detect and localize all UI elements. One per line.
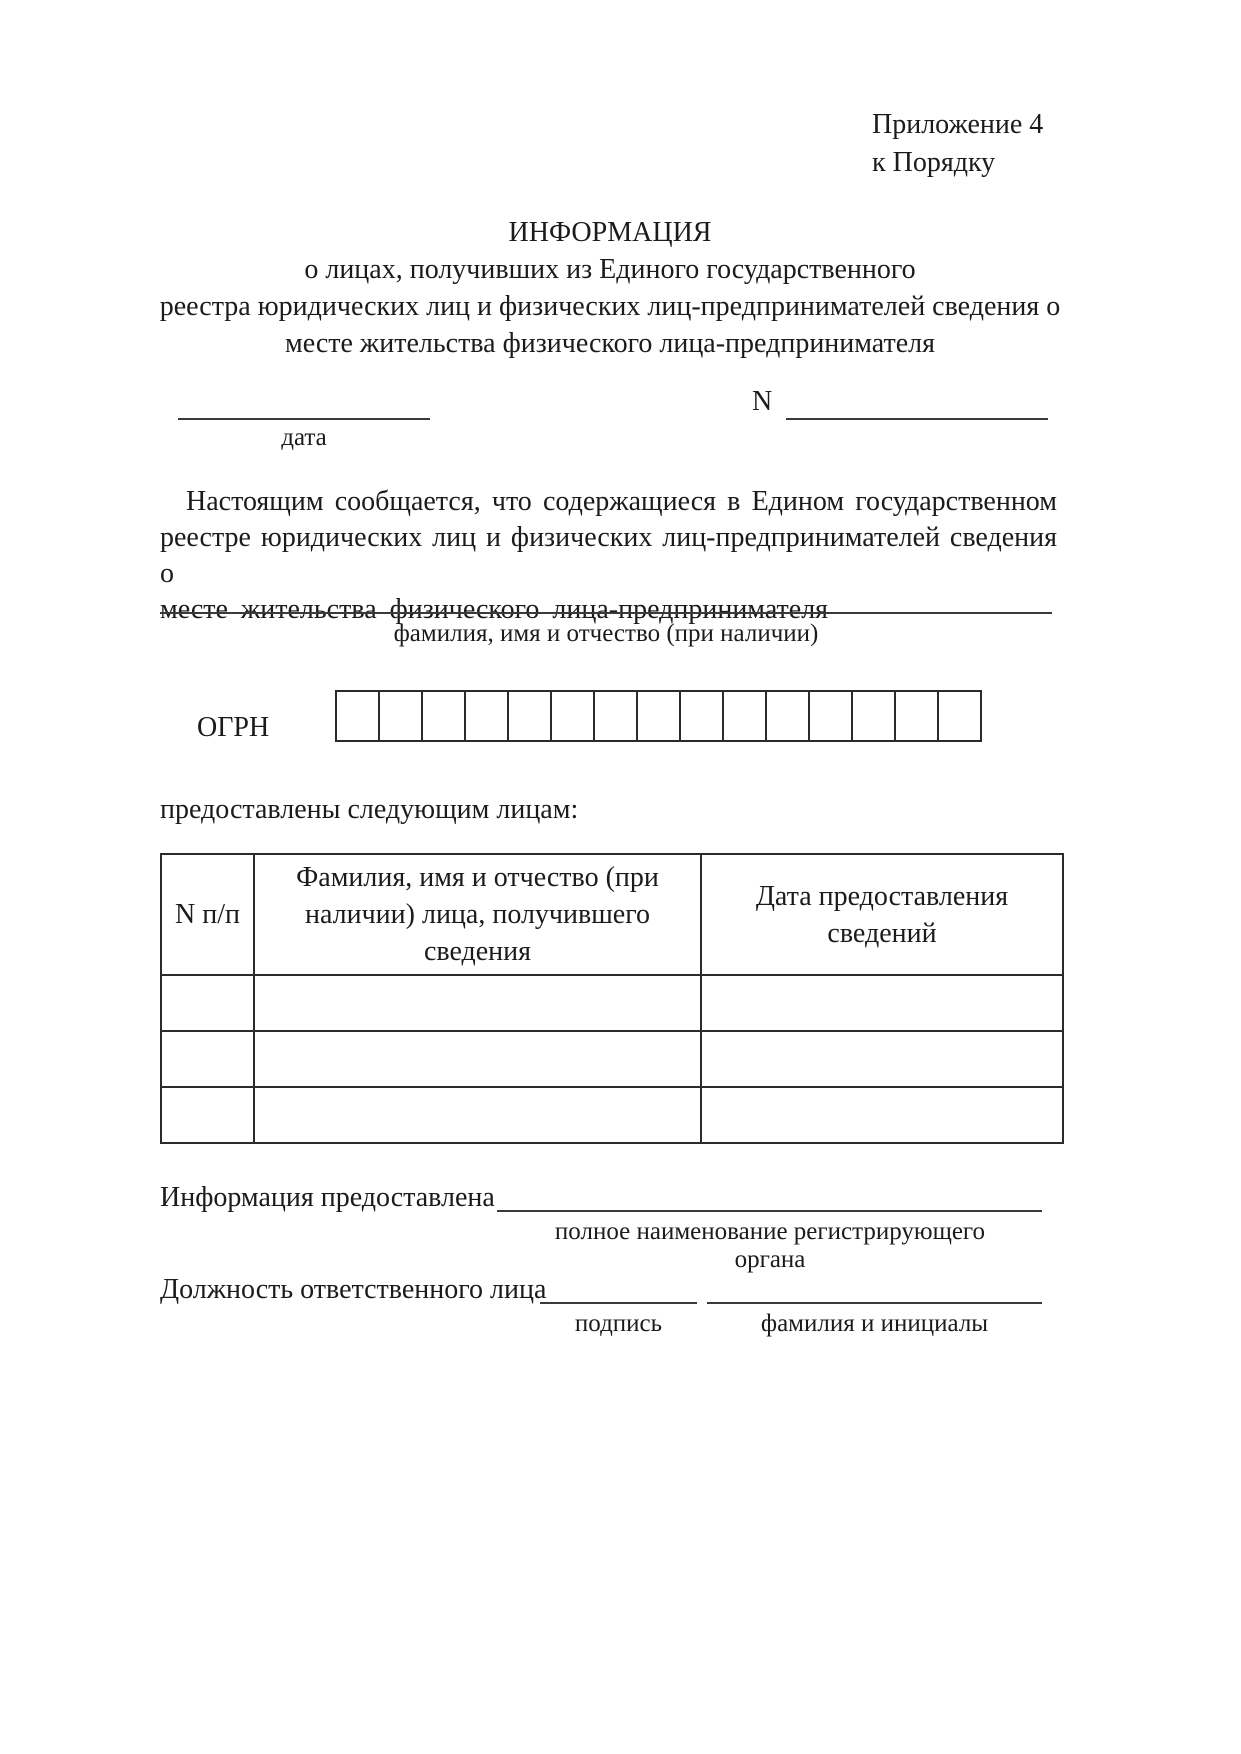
ogrn-digit-cell[interactable] <box>636 690 681 742</box>
table-cell[interactable] <box>701 1087 1063 1143</box>
table-cell[interactable] <box>161 1087 254 1143</box>
appendix-line-1: Приложение 4 <box>872 109 1044 140</box>
ogrn-digit-cell[interactable] <box>679 690 724 742</box>
table-cell[interactable] <box>254 1087 701 1143</box>
table-cell[interactable] <box>701 975 1063 1031</box>
ogrn-digit-cell[interactable] <box>765 690 810 742</box>
ogrn-digit-cell[interactable] <box>464 690 509 742</box>
ogrn-digit-cell[interactable] <box>421 690 466 742</box>
information-provided-label: Информация предоставлена <box>160 1182 495 1213</box>
title-line-3: реестра юридических лиц и физических лиц-предпринимателей сведения о <box>159 291 1061 322</box>
paragraph-line-3: месте жительства физического лица-предпринимателя <box>160 594 829 625</box>
document-title <box>140 214 1080 362</box>
name-initials-caption: фамилия и инициалы <box>760 1310 989 1337</box>
table-cell[interactable] <box>161 975 254 1031</box>
table-row <box>161 1087 1063 1143</box>
ogrn-digit-cell[interactable] <box>507 690 552 742</box>
table-header-row <box>161 854 1063 975</box>
signature-caption: подпись <box>574 1310 663 1337</box>
full-name-blank-field[interactable] <box>160 586 1052 614</box>
title-line-4: месте жительства физического лица-предпринимателя <box>284 328 936 359</box>
ogrn-cells-row <box>335 690 982 742</box>
ogrn-digit-cell[interactable] <box>378 690 423 742</box>
table-header-number: N п/п <box>161 854 254 975</box>
name-initials-blank-field[interactable] <box>707 1274 1042 1304</box>
full-name-caption: фамилия, имя и отчество (при наличии) <box>393 620 819 647</box>
registering-authority-caption: полное наименование регистрирующего органа <box>554 1218 986 1273</box>
table-header-fullname: Фамилия, имя и отчество (при наличии) лица, получившего сведения <box>254 854 701 975</box>
table-row <box>161 975 1063 1031</box>
title-heading: ИНФОРМАЦИЯ <box>508 217 712 248</box>
recipients-table-body <box>161 975 1063 1143</box>
ogrn-digit-cell[interactable] <box>550 690 595 742</box>
ogrn-digit-cell[interactable] <box>851 690 896 742</box>
paragraph-line-1: Настоящим сообщается, что содержащиеся в Едином государственном <box>186 486 1057 517</box>
ogrn-digit-cell[interactable] <box>593 690 638 742</box>
ogrn-digit-cell[interactable] <box>335 690 380 742</box>
recipients-table <box>160 853 1064 1144</box>
ogrn-label: ОГРН <box>197 712 270 743</box>
number-blank-field[interactable] <box>786 392 1048 420</box>
table-row <box>161 1031 1063 1087</box>
ogrn-digit-cell[interactable] <box>808 690 853 742</box>
date-blank-field[interactable] <box>178 392 430 420</box>
title-line-2: о лицах, получивших из Единого государственного <box>304 254 916 285</box>
appendix-reference <box>872 106 1043 182</box>
ogrn-digit-cell[interactable] <box>722 690 767 742</box>
table-header-date: Дата предоставления сведений <box>701 854 1063 975</box>
date-caption: дата <box>281 424 327 451</box>
appendix-line-2: к Порядку <box>872 147 996 178</box>
registering-authority-blank-field[interactable] <box>497 1182 1042 1212</box>
table-cell[interactable] <box>254 1031 701 1087</box>
recipients-table-head <box>161 854 1063 975</box>
number-label: N <box>752 386 773 417</box>
table-cell[interactable] <box>701 1031 1063 1087</box>
signature-blank-field[interactable] <box>540 1274 697 1304</box>
table-cell[interactable] <box>254 975 701 1031</box>
ogrn-digit-cell[interactable] <box>937 690 982 742</box>
table-cell[interactable] <box>161 1031 254 1087</box>
ogrn-digit-cell[interactable] <box>894 690 939 742</box>
provided-to-persons-line: предоставлены следующим лицам: <box>160 794 579 825</box>
paragraph-line-2: реестре юридических лиц и физических лиц-предпринимателей сведения о <box>160 522 1057 589</box>
responsible-person-position-label: Должность ответственного лица <box>160 1274 547 1305</box>
